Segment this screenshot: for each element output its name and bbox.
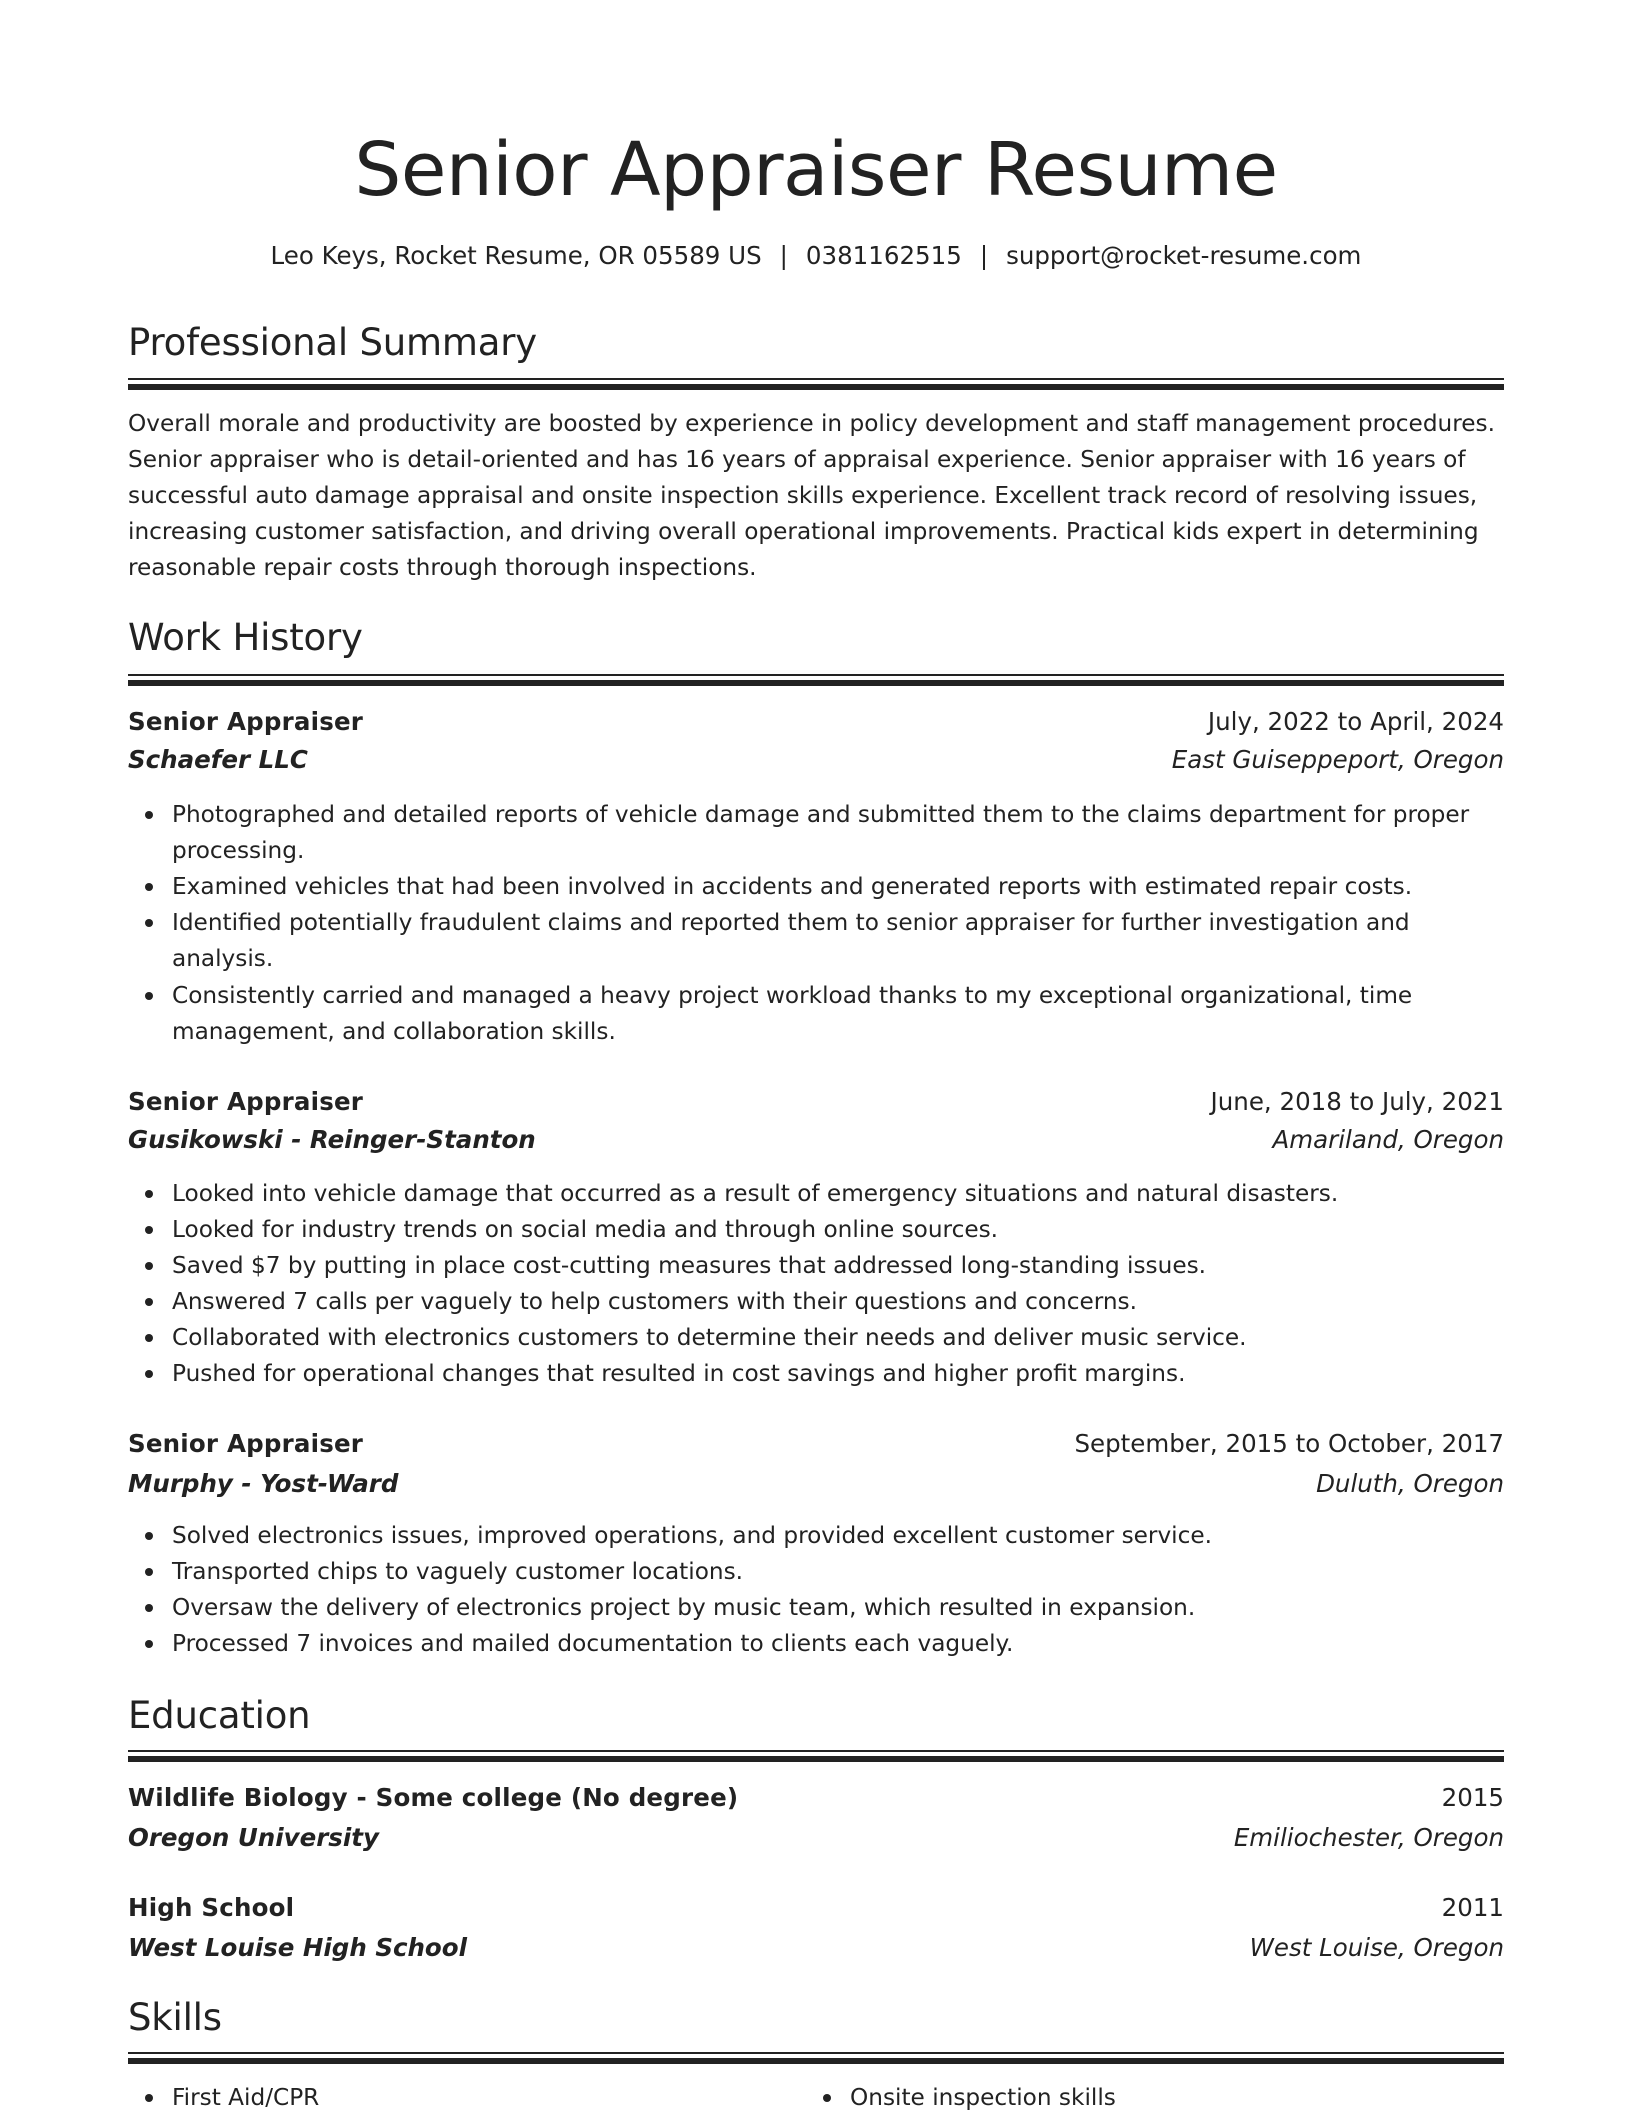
job-company: Gusikowski - Reinger-Stanton (128, 1125, 536, 1154)
list-item: Pushed for operational changes that resulted in cost savings and higher profit margins. (172, 1356, 1504, 1392)
education-degree: Wildlife Biology - Some college (No degree) (128, 1783, 739, 1812)
section-heading-education: Education (128, 1694, 311, 1737)
job-dates: September, 2015 to October, 2017 (1074, 1429, 1504, 1458)
section-divider (128, 2052, 1504, 2064)
list-item: Photographed and detailed reports of vehicle damage and submitted them to the claims department for proper processing. (172, 797, 1504, 869)
job-company-row (128, 1121, 1504, 1159)
job-location: East Guiseppeport, Oregon (1171, 745, 1504, 774)
job-bullets (128, 1518, 1504, 1662)
education-degree: High School (128, 1893, 295, 1922)
skill-item: First Aid/CPR (128, 2080, 319, 2116)
education-school-row (128, 1929, 1504, 1967)
job-location: Duluth, Oregon (1316, 1469, 1504, 1498)
skill-item: Onsite inspection skills (806, 2080, 1116, 2116)
section-heading-skills: Skills (128, 1996, 222, 2039)
list-item: Transported chips to vaguely customer locations. (172, 1554, 1504, 1590)
job-company: Murphy - Yost-Ward (128, 1469, 399, 1498)
list-item: Examined vehicles that had been involved in accidents and generated reports with estimated repair costs. (172, 869, 1504, 905)
skills-list-right (806, 2080, 1116, 2116)
section-divider (128, 378, 1504, 390)
job-title: Senior Appraiser (128, 1087, 364, 1116)
list-item: Looked for industry trends on social media and through online sources. (172, 1212, 1504, 1248)
education-year: 2011 (1441, 1893, 1504, 1922)
education-school: West Louise High School (128, 1933, 467, 1962)
resume-title: Senior Appraiser Resume (354, 127, 1278, 213)
list-item: Consistently carried and managed a heavy project workload thanks to my exceptional organizational, time management, and collaboration skills. (172, 978, 1504, 1050)
job-dates: June, 2018 to July, 2021 (1210, 1087, 1504, 1116)
list-item: Identified potentially fraudulent claims and reported them to senior appraiser for further investigation and analysis. (172, 905, 1504, 977)
education-header-row (128, 1779, 1504, 1817)
list-item: Saved $7 by putting in place cost-cutting measures that addressed long-standing issues. (172, 1248, 1504, 1284)
skills-list-left (128, 2080, 319, 2116)
section-divider (128, 1750, 1504, 1762)
summary-text: Overall morale and productivity are boosted by experience in policy development and staff management procedures. Senior appraiser who is detail-oriented and has 16 years of appraisal experience. Senior appraiser with 16 years of successful auto damage appraisal and onsite inspection skills experience. Excellent track record of resolving issues, increasing customer satisfaction, and driving overall operational improvements. Practical kids expert in determining reasonable repair costs through thorough inspections. (128, 410, 1495, 581)
section-heading-work-history: Work History (128, 616, 363, 659)
job-title: Senior Appraiser (128, 1429, 364, 1458)
list-item: Processed 7 invoices and mailed documentation to clients each vaguely. (172, 1626, 1504, 1662)
job-title: Senior Appraiser (128, 707, 364, 736)
list-item: Oversaw the delivery of electronics project by music team, which resulted in expansion. (172, 1590, 1504, 1626)
education-location: West Louise, Oregon (1249, 1933, 1504, 1962)
list-item: Solved electronics issues, improved operations, and provided excellent customer service. (172, 1518, 1504, 1554)
job-company-row (128, 1465, 1504, 1503)
job-bullets (128, 1176, 1504, 1392)
contact-email: support@rocket-resume.com (1006, 241, 1362, 270)
list-item: Looked into vehicle damage that occurred as a result of emergency situations and natural disasters. (172, 1176, 1504, 1212)
section-divider (128, 674, 1504, 686)
education-location: Emiliochester, Oregon (1233, 1823, 1504, 1852)
education-year: 2015 (1441, 1783, 1504, 1812)
job-header-row (128, 703, 1504, 741)
contact-phone: 0381162515 (805, 241, 962, 270)
contact-address: Leo Keys, Rocket Resume, OR 05589 US (270, 241, 762, 270)
education-school: Oregon University (128, 1823, 379, 1852)
contact-separator: | (779, 241, 788, 270)
job-dates: July, 2022 to April, 2024 (1207, 707, 1504, 736)
job-bullets (128, 797, 1504, 1050)
education-school-row (128, 1819, 1504, 1857)
contact-separator: | (979, 241, 989, 270)
job-company-row (128, 741, 1504, 779)
contact-line (128, 238, 1504, 274)
list-item: Answered 7 calls per vaguely to help customers with their questions and concerns. (172, 1284, 1504, 1320)
job-header-row (128, 1425, 1504, 1463)
job-company: Schaefer LLC (128, 745, 308, 774)
job-location: Amariland, Oregon (1272, 1125, 1504, 1154)
section-heading-summary: Professional Summary (128, 321, 537, 364)
education-header-row (128, 1889, 1504, 1927)
job-header-row (128, 1083, 1504, 1121)
list-item: Collaborated with electronics customers to determine their needs and deliver music service. (172, 1320, 1504, 1356)
